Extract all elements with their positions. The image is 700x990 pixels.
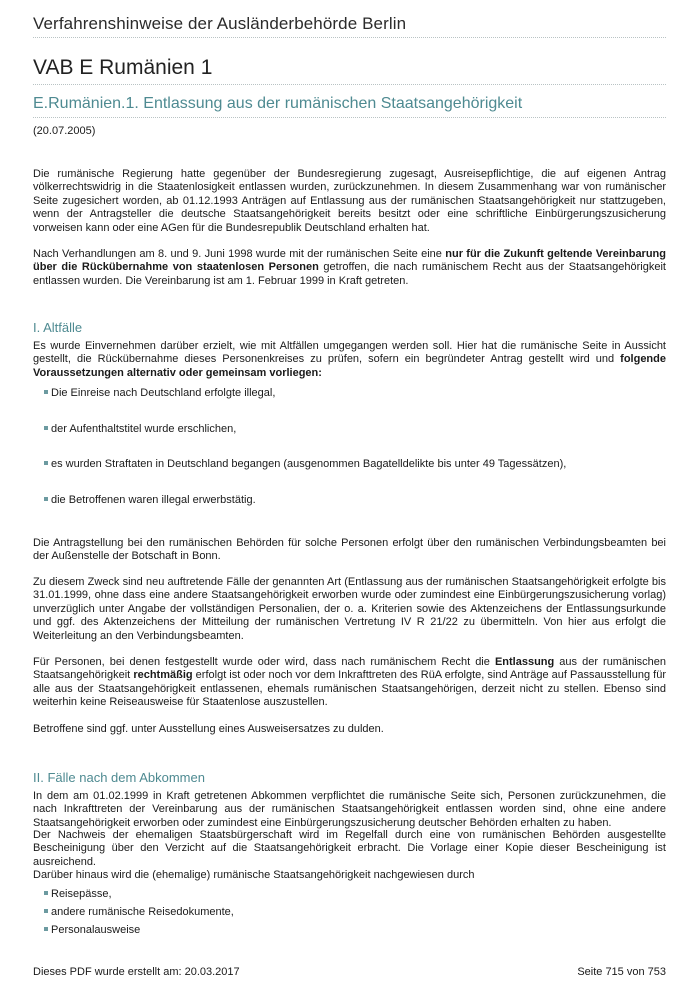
intro-paragraph-2: Nach Verhandlungen am 8. und 9. Juni 1998 wurde mit der rumänischen Seite eine nur für die Zukunft geltende Vereinbarung über die Rückübernahme von staatenlosen Personen getroffen, die nach rumänischem Recht aus der Staatsangehörigkeit entlassen wurden. Die Vereinbarung ist am 1. Februar 1999 in Kraft getreten. bbox=[33, 248, 666, 287]
document-title: VAB E Rumänien 1 bbox=[33, 56, 213, 79]
intro-paragraph-1: Die rumänische Regierung hatte gegenüber der Bundesregierung zugesagt, Ausreisepflichtige, die auf eigenen Antrag völkerrechtswidrig in die Staatenlosigkeit entlassen wurden, zurückzunehmen. In diesem Zusammenhang war von rumänischer Seite zugesichert worden, ab 01.12.1993 Anträgen auf Entlassung aus der rumänischen Staatsangehörigkeit nur stattzugeben, wenn der Antragsteller die deutsche Staatsangehörigkeit bereits besitzt oder eine schriftliche Einbürgerungszusicherung vorweisen kann oder eine AGen für die Bundesrepublik Deutschland erhalten hat. bbox=[33, 168, 666, 234]
list-item: Reisepässe, bbox=[44, 888, 112, 901]
header-divider bbox=[33, 37, 666, 38]
bullet-square-icon bbox=[44, 497, 48, 501]
abkommen-paragraph-3: Darüber hinaus wird die (ehemalige) rumänische Staatsangehörigkeit nachgewiesen durch bbox=[33, 869, 475, 881]
altfaelle-paragraph-1: Es wurde Einvernehmen darüber erzielt, wie mit Altfällen umgegangen werden soll. Hier hat die rumänische Seite in Aussicht gestellt, die Rückübernahme dieses Personenkreises zu prüfen, sofern ein begründeter Antrag gestellt wird und folgende Voraussetzungen alternativ oder gemeinsam vorliegen: bbox=[33, 340, 666, 379]
title-divider bbox=[33, 84, 666, 85]
altfaelle-paragraph-3: Zu diesem Zweck sind neu auftretende Fälle der genannten Art (Entlassung aus der rumänischen Staatsangehörigkeit erfolgte bis 31.01.1999, ohne dass eine andere Staatsangehörigkeit erworben wurde oder zumindest eine Einbürgerungszusicherung vorlag) unverzüglich unter Angabe der vollständigen Personalien, der o. a. Kriterien sowie des Aktenzeichens der Entlassungsurkunde und ggf. des Aktenzeichens der Mitteilung der rumänischen Vertretung IV R 21/22 zu übermitteln. Von hier aus erfolgt die Weiterleitung an den Verbindungsbeamten. bbox=[33, 576, 666, 642]
list-item: die Betroffenen waren illegal erwerbstätig. bbox=[44, 494, 256, 507]
footer-page-number: Seite 715 von 753 bbox=[577, 966, 666, 978]
heading-altfaelle: I. Altfälle bbox=[33, 320, 83, 335]
list-item: es wurden Straftaten in Deutschland begangen (ausgenommen Bagatelldelikte bis unter 49 Tagessätzen), bbox=[44, 458, 566, 471]
section-divider bbox=[33, 117, 666, 118]
header-title: Verfahrenshinweise der Ausländerbehörde Berlin bbox=[33, 14, 407, 33]
bold-conditions-text: folgende Voraussetzungen alternativ oder gemeinsam vorliegen: bbox=[33, 353, 666, 379]
footer-created-date: Dieses PDF wurde erstellt am: 20.03.2017 bbox=[33, 966, 240, 978]
list-item: andere rumänische Reisedokumente, bbox=[44, 906, 234, 919]
altfaelle-paragraph-4: Für Personen, bei denen festgestellt wurde oder wird, dass nach rumänischem Recht die Entlassung aus der rumänischen Staatsangehörigkeit rechtmäßig erfolgt ist oder noch vor dem Inkrafttreten des RüA erfolgte, sind Anträge auf Passausstellung für alle aus der Staatsangehörigkeit entlassenen, ehemals rumänischen Staatsangehörigen, derzeit nicht zu stellen. Ebenso sind weiterhin keine Reiseausweise für Staatenlose auszustellen. bbox=[33, 656, 667, 709]
list-item: Die Einreise nach Deutschland erfolgte illegal, bbox=[44, 387, 275, 400]
section-title: E.Rumänien.1. Entlassung aus der rumänischen Staatsangehörigkeit bbox=[33, 95, 523, 112]
bullet-square-icon bbox=[44, 426, 48, 430]
list-item: Personalausweise bbox=[44, 924, 140, 937]
bullet-square-icon bbox=[44, 390, 48, 394]
bold-agreement-text: nur für die Zukunft geltende Vereinbarung über die Rückübernahme von staatenlosen Personen bbox=[33, 248, 666, 274]
altfaelle-paragraph-2: Die Antragstellung bei den rumänischen Behörden für solche Personen erfolgt über den rumänischen Verbindungsbeamten bei der Außenstelle der Botschaft in Bonn. bbox=[33, 537, 666, 563]
bullet-square-icon bbox=[44, 891, 48, 895]
bullet-square-icon bbox=[44, 909, 48, 913]
bullet-square-icon bbox=[44, 927, 48, 931]
altfaelle-paragraph-5: Betroffene sind ggf. unter Ausstellung eines Ausweisersatzes zu dulden. bbox=[33, 723, 384, 735]
document-date: (20.07.2005) bbox=[33, 125, 96, 137]
list-item: der Aufenthaltstitel wurde erschlichen, bbox=[44, 423, 236, 436]
abkommen-paragraph-2: Der Nachweis der ehemaligen Staatsbürgerschaft wird im Regelfall durch eine von rumänischen Behörden ausgestellte Bescheinigung über den Verzicht auf die Staatsangehörigkeit erbracht. Die Vorlage einer Kopie dieser Bescheinigung ist ausreichend. bbox=[33, 829, 666, 868]
heading-abkommen: II. Fälle nach dem Abkommen bbox=[33, 770, 205, 785]
bullet-square-icon bbox=[44, 461, 48, 465]
abkommen-paragraph-1: In dem am 01.02.1999 in Kraft getretenen Abkommen verpflichtet die rumänische Seite sich, Personen zurückzunehmen, die nach Inkrafttreten der Vereinbarung aus der rumänischen Staatsangehörigkeit entlassen worden sind, ohne eine andere Staatsangehörigkeit erworben oder zumindest eine Einbürgerungszusicherung deutscher Behörden erhalten zu haben. bbox=[33, 790, 666, 829]
